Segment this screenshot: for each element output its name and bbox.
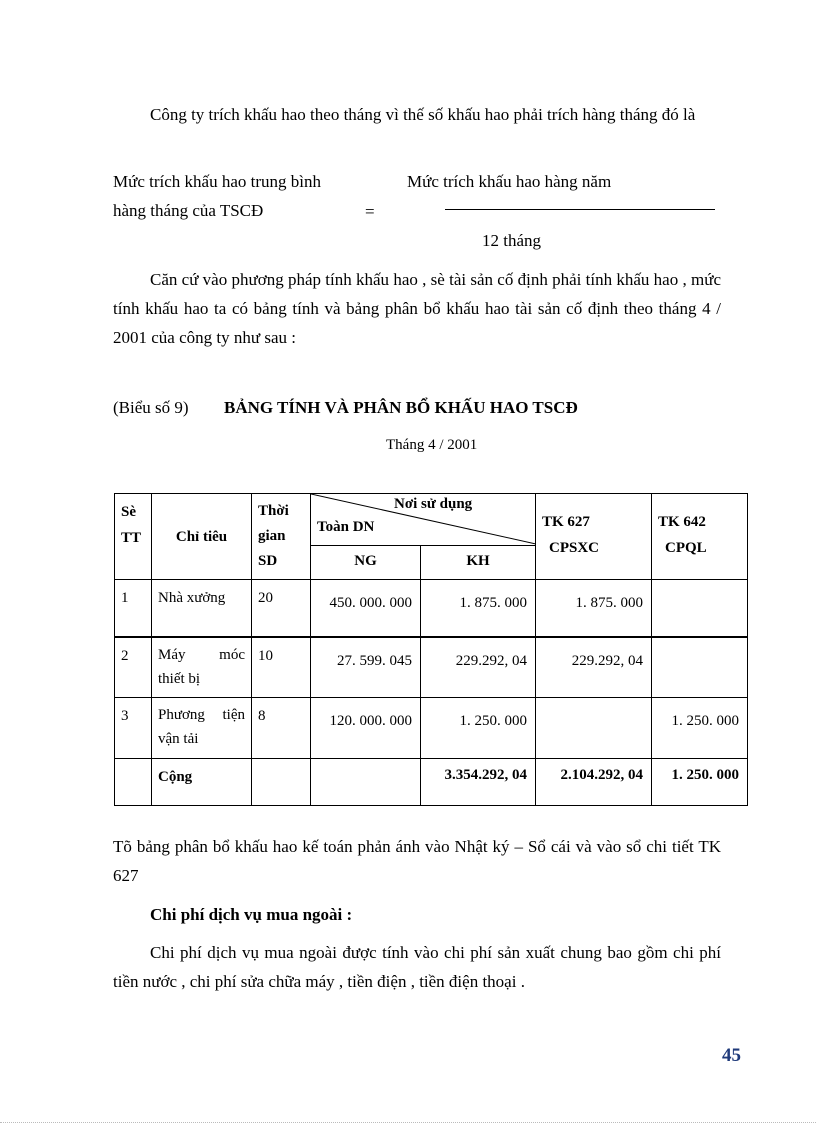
table-row: 3 Phương tiện vận tải 8 120. 000. 000 1. 250. 000 1. 250. 000 — [115, 698, 748, 759]
header-stt: Sè TT — [115, 494, 152, 580]
header-time: Thời gian SD — [252, 494, 311, 580]
section-heading: Chi phí dịch vụ mua ngoài : — [150, 905, 353, 924]
formula-left-line1: Mức trích khấu hao trung bình — [113, 172, 321, 191]
services-paragraph: Chi phí dịch vụ mua ngoài được tính vào chi phí sản xuất chung bao gồm chi phí tiền nước , chi phí sửa chữa máy , tiền điện , tiền điện thoại . — [113, 943, 721, 991]
header-noisudung — [311, 494, 536, 546]
formula-equals: = — [365, 202, 375, 221]
formula-left-line2: hàng tháng của TSCĐ — [113, 201, 264, 220]
table-label: (Biểu số 9) — [113, 398, 189, 417]
header-tk642: TK 642 CPQL — [652, 494, 748, 580]
method-paragraph: Căn cứ vào phương pháp tính khấu hao , sè tài sản cố định phải tính khấu hao , mức tính khấu hao ta có bảng tính và bảng phân bổ khấu hao tài sản cố định theo tháng 4 / 2001 của công ty như sau : — [113, 270, 721, 347]
table-row: 2 Máy móc thiết bị 10 27. 599. 045 229.292, 04 229.292, 04 — [115, 637, 748, 698]
page-number: 45 — [722, 1045, 741, 1066]
posting-paragraph: Tõ bảng phân bổ khấu hao kế toán phản ánh vào Nhật ký – Sổ cái và vào sổ chi tiết TK 627 — [113, 837, 721, 885]
table-title: BẢNG TÍNH VÀ PHÂN BỔ KHẤU HAO TSCĐ — [224, 398, 578, 417]
header-kh: KH — [421, 546, 536, 580]
header-noisudung-label: Nơi sử dụng — [394, 496, 473, 512]
formula-denominator: 12 tháng — [482, 231, 542, 250]
header-chitieu: Chỉ tiêu — [152, 494, 252, 580]
fraction-line — [445, 209, 715, 210]
header-toandn-label: Toàn DN — [317, 519, 375, 535]
header-tk627: TK 627 CPSXC — [536, 494, 652, 580]
header-ng: NG — [311, 546, 421, 580]
formula-numerator: Mức trích khấu hao hàng năm — [407, 172, 612, 191]
intro-paragraph: Công ty trích khấu hao theo tháng vì thế số khấu hao phải trích hàng tháng đó là — [150, 105, 696, 124]
table-subtitle: Tháng 4 / 2001 — [386, 437, 478, 453]
depreciation-table — [114, 493, 747, 805]
table-total-row: Cộng 3.354.292, 04 2.104.292, 04 1. 250. 000 — [115, 759, 748, 806]
table-row: 1 Nhà xưởng 20 450. 000. 000 1. 875. 000 1. 875. 000 — [115, 580, 748, 637]
